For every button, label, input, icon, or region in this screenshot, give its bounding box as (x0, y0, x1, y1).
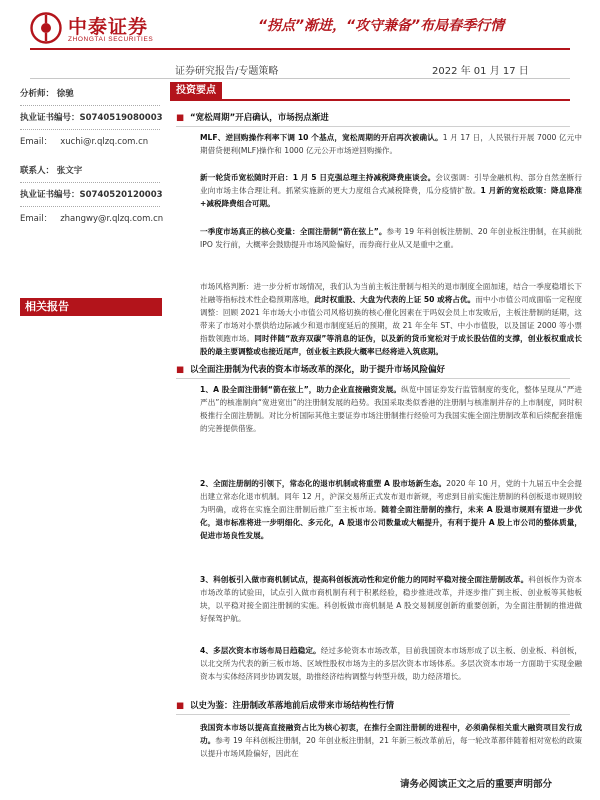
analyst-2-cert-row (20, 187, 162, 204)
section-title: “宽松周期”开启确认，市场拐点渐进 (190, 113, 329, 123)
square-bullet-icon: ■ (176, 113, 185, 123)
section-heading-1 (176, 111, 329, 123)
analyst-2-email-row (20, 211, 162, 228)
paragraph-easing (200, 172, 582, 211)
section-heading-2 (176, 363, 445, 375)
paragraph-delisting (200, 478, 582, 543)
paragraph-history (200, 722, 582, 761)
body-text: 2020 年 10 月，党的十九届五中全会提出建立常态化退市机制。同年 12 月，沪深交易所正式发布退市新规，考虑到目前实施注册制的科创板退市规则较为明确，或将在实施全面注册制后推广至主板市场。 (200, 479, 582, 514)
analyst-name: 徐驰 (56, 89, 74, 99)
section-divider (176, 378, 570, 379)
key-points-tag: 投资要点 (170, 82, 222, 100)
paragraph-mlf (200, 132, 582, 158)
analyst-panel (20, 86, 162, 228)
related-reports-header: 相关报告 (20, 298, 162, 316)
bold-text: 3、科创板引入做市商机制试点，提高科创板流动性和定价能力的同时平稳对接全面注册制改革。 (200, 575, 529, 584)
bold-text: 1 月新的宽松政策：降息降准+减税降费组合可期。 (200, 185, 582, 208)
report-title: “拐点”渐进，“攻守兼备”布局春季行情 (258, 18, 505, 34)
paragraph-core-variable (200, 226, 582, 252)
report-type: 证券研究报告/专题策略 (175, 66, 279, 77)
cert-number: S0740520120003 (79, 190, 163, 200)
paragraph-registration (200, 384, 582, 436)
analyst-1-name-row (20, 86, 162, 103)
square-bullet-icon: ■ (176, 365, 185, 375)
zhongtai-logo-icon (30, 12, 62, 44)
body-text: 纵览中国证券发行监管制度的变化，整体呈现从“严进严出”的核准制向“宽进宽出”的注册制发展的趋势。我国采取类似香港的注册制与核准制并存的上市制度，同时积极推行全面注册制。对比分析国际其他主要证券市场注册制推行经验可为我国实施全面注册制改革和后续配套措施的完善提供借鉴。 (200, 385, 582, 433)
paragraph-style-judgment (200, 281, 582, 358)
dotted-divider (20, 104, 160, 106)
bold-text: 1、A 股全面注册制“箭在弦上”，助力企业直接融资发展。 (200, 385, 402, 394)
analyst-2-name-row (20, 163, 162, 180)
paragraph-market-maker (200, 574, 582, 626)
key-points-divider (170, 99, 570, 101)
logo-chinese-name: 中泰证券 (68, 16, 149, 38)
bold-text: MLF、逆回购操作利率下调 10 个基点，宽松周期的开启再次被确认。 (200, 133, 443, 142)
bold-text: 一季度市场真正的核心变量：全面注册制“箭在弦上”。 (200, 227, 387, 236)
analyst-1-email-row (20, 134, 162, 151)
body-text: 而中小市值公司成面临一定程度调整：回顾 2021 年市场大小市值公司风格切换的核心催化因素在于吗奴会员上市发败后，主板注册制的延期，这带来了市场对小票供给边际减少和退市制度延后的预期，故 21 年全年 ST、中小市值股，以及国证 2000 等小票指数领跑市场。 (200, 294, 583, 343)
square-bullet-icon: ■ (176, 701, 185, 711)
bold-text: 2、全面注册制的引领下，常态化的退市机制或将重塑 A 股市场新生态。 (200, 479, 447, 488)
header-divider (30, 48, 570, 50)
analyst-name: 张文宇 (56, 166, 83, 176)
section-divider (176, 714, 570, 715)
body-text: 经过多轮资本市场改革，目前我国资本市场形成了以主板、创业板、科创板，以北交所为代表的新三板市场、区域性股权市场为主的多层次资本市场体系。多层次资本市场一方面助于实现金融资本与实体经济同步协调发展，助推经济结构调整与转型升级，助力经济增长。 (200, 646, 582, 681)
dotted-divider (20, 128, 160, 130)
bold-text: 4、多层次资本市场布局日趋稳定。 (200, 646, 321, 655)
body-text: 会议强调：引导金融机构、部分自然垄断行业向市场主体合理让利。抓紧实施新的更大力度组合式减税降费，瓜分疫情扩散。 (200, 173, 582, 195)
email-link[interactable]: xuchi@r.qlzq.com.cn (60, 137, 149, 147)
bold-text: 随着全面注册制的推行，未来 A 股退市规则有望进一步优化，退市标准将进一步明细化、多元化，A 股退市公司数量或大幅提升，有利于提升 A 股上市公司的整体质量，促进市场良性发展。 (200, 504, 582, 540)
body-text: 市场风格判断：进一步分析市场情况，我们认为当前主板注册制与相关的退市制度全面加速，结合一季度稳增长下社融等指标技术性企稳预期落地， (200, 282, 582, 304)
body-text: 科创板作为资本市场改革的试验田，试点引入做市商机制有利于积累经验，稳步推进改革，并逐步推广到主板、创业板等其他板块，以平稳对接全面注册制的实施。科创板做市商机制是 A 股交易制度创新的重要创新，为全面注册制的推进做好保驾护航。 (200, 575, 583, 623)
bold-text: 新一轮货币宽松随时开启：1 月 5 日克强总理主持减税降费座谈会。 (200, 173, 436, 182)
cert-label: 执业证书编号： (20, 113, 80, 123)
logo-english-name: ZHONGTAI SECURITIES (68, 36, 154, 43)
body-text: 1 月 17 日，人民银行开展 7000 亿元中期借贷便利(MLF)操作和 1000 亿元公开市场逆回购操作。 (200, 133, 582, 155)
report-date: 2022 年 01 月 17 日 (432, 66, 529, 77)
cert-number: S0740519080003 (79, 113, 163, 123)
meta-divider (30, 78, 570, 79)
cert-label: 执业证书编号： (20, 190, 80, 200)
body-text: 参考 19 年科创板注册制，20 年创业板注册制，21 年新三板改革前后，每一轮改革都伴随着相对宽松的政策以提升市场风险偏好，因此在 (200, 735, 583, 758)
role-label: 联系人： (20, 166, 55, 176)
email-link[interactable]: zhangwy@r.qlzq.com.cn (60, 214, 164, 224)
dotted-divider (20, 181, 160, 183)
paragraph-multilevel-market (200, 645, 582, 684)
section-heading-3 (176, 699, 394, 711)
analyst-1-cert-row (20, 110, 162, 127)
email-label: Email： (20, 214, 53, 224)
section-divider (176, 126, 570, 127)
section-title: 以全面注册制为代表的资本市场改革的深化，助于提升市场风险偏好 (190, 365, 446, 375)
bold-text: 我国资本市场以提高直接融资占比为核心初衷，在推行全面注册制的进程中，必须确保相关重大融资项目发行成功。 (200, 723, 582, 745)
bold-text: 此时权重股、大盘为代表的上证 50 或将占优。 (314, 294, 476, 304)
dotted-divider (20, 205, 160, 207)
body-text: 参考 19 年科创板注册制、20 年创业板注册制，在其前批 IPO 发行前，大概率会鼓励提升市场风险偏好，而券商行业从又是重中之重。 (200, 227, 582, 249)
role-label: 分析师： (20, 89, 55, 99)
email-label: Email： (20, 137, 53, 147)
footer-disclaimer: 请务必阅读正文之后的重要声明部分 (399, 779, 552, 790)
bold-text: 同时伴随“敌弃双碳”等消息的证伪，以及新的货币宽松对于成长股估值的支撑，创业板权重成长股的最主要调整或也接近尾声，创业板主跌段大概率已经将进入筑底期。 (200, 333, 582, 356)
section-title: 以史为鉴：注册制改革落地前后成带来市场结构性行情 (190, 701, 395, 711)
